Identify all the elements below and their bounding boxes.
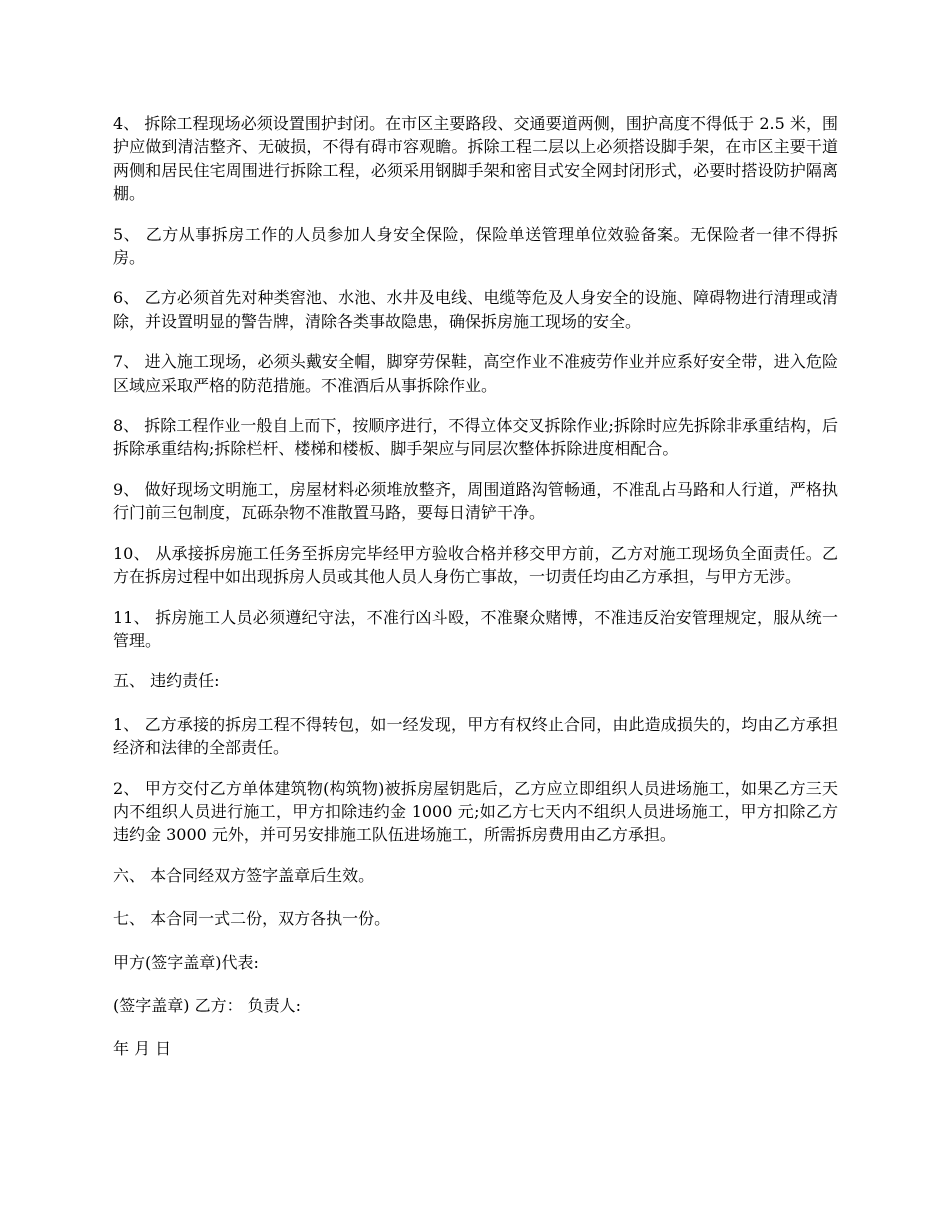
date-line: 年 月 日 bbox=[113, 1039, 172, 1059]
clause-9: 9、 做好现场文明施工，房屋材料必须堆放整齐，周围道路沟管畅通，不准乱占马路和人行道，严格执行门前三包制度，瓦砾杂物不准散置马路，要每日清铲干净。 bbox=[113, 479, 838, 523]
clause-4: 4、 拆除工程现场必须设置围护封闭。在市区主要路段、交通要道两侧，围护高度不得低于 2.5 米，围护应做到清洁整齐、无破损，不得有碍市容观瞻。拆除工程二层以上必须搭设脚手架，在市区主要干道两侧和居民住宅周围进行拆除工程，必须采用钢脚手架和密目式安全网封闭形式，必要时搭设防护隔离棚。 bbox=[113, 114, 838, 204]
breach-clause-2: 2、 甲方交付乙方单体建筑物(构筑物)被拆房屋钥匙后，乙方应立即组织人员进场施工，如果乙方三天内不组织人员进行施工，甲方扣除违约金 1000 元;如乙方七天内不组织人员进场施工，甲方扣除乙方违约金 3000 元外，并可另安排施工队伍进场施工，所需拆房费用由乙方承担。 bbox=[113, 778, 838, 845]
clause-5: 5、 乙方从事拆房工作的人员参加人身安全保险，保险单送管理单位效验备案。无保险者一律不得拆房。 bbox=[113, 224, 838, 268]
clause-10: 10、 从承接拆房施工任务至拆房完毕经甲方验收合格并移交甲方前，乙方对施工现场负全面责任。乙方在拆房过程中如出现拆房人员或其他人员人身伤亡事故，一切责任均由乙方承担，与甲方无涉。 bbox=[113, 543, 838, 587]
section-heading-breach: 五、 违约责任: bbox=[113, 671, 220, 691]
party-b-signature-line: (签字盖章) 乙方： 负责人: bbox=[113, 995, 302, 1015]
section-copies: 七、 本合同一式二份，双方各执一份。 bbox=[113, 909, 391, 929]
clause-7: 7、 进入施工现场，必须头戴安全帽，脚穿劳保鞋，高空作业不准疲劳作业并应系好安全带，进入危险区域应采取严格的防范措施。不准酒后从事拆除作业。 bbox=[113, 352, 838, 395]
clause-11: 11、 拆房施工人员必须遵纪守法，不准行凶斗殴，不准聚众赌博，不准违反治安管理规定，服从统一管理。 bbox=[113, 607, 838, 650]
section-effective: 六、 本合同经双方签字盖章后生效。 bbox=[113, 865, 375, 885]
breach-clause-1: 1、 乙方承接的拆房工程不得转包，如一经发现，甲方有权终止合同，由此造成损失的，均由乙方承担经济和法律的全部责任。 bbox=[113, 714, 838, 758]
contract-document bbox=[113, 112, 838, 1081]
party-a-signature-line: 甲方(签字盖章)代表: bbox=[113, 952, 259, 972]
clause-6: 6、 乙方必须首先对种类窖池、水池、水井及电线、电缆等危及人身安全的设施、障碍物进行清理或清除，并设置明显的警告牌，清除各类事故隐患，确保拆房施工现场的安全。 bbox=[113, 288, 838, 331]
clause-8: 8、 拆除工程作业一般自上而下，按顺序进行，不得立体交叉拆除作业;拆除时应先拆除非承重结构，后拆除承重结构;拆除栏杆、楼梯和楼板、脚手架应与同层次整体拆除进度相配合。 bbox=[113, 416, 838, 459]
